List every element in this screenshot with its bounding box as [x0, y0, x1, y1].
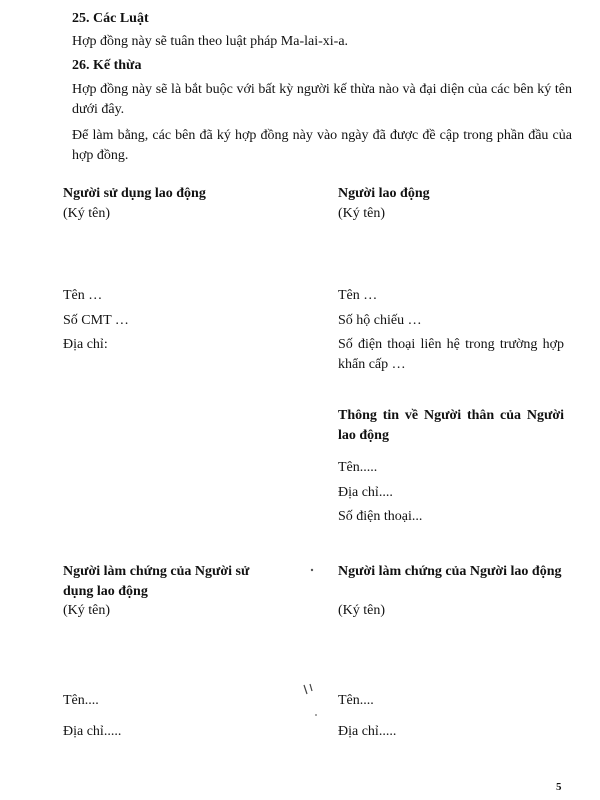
worker-witness-address-field: Địa chỉ..... [338, 724, 397, 739]
worker-title: Người lao động [338, 186, 430, 201]
relative-address-field: Địa chỉ.... [338, 485, 393, 500]
worker-name-field: Tên … [338, 288, 378, 303]
employer-witness-title: Người làm chứng của Người sử dụng lao động [63, 564, 250, 599]
relative-name-field: Tên..... [338, 460, 378, 475]
employer-name-field: Tên … [63, 288, 103, 303]
employer-id-field: Số CMT … [63, 313, 129, 328]
worker-witness-sign-label: (Ký tên) [338, 603, 386, 618]
employer-witness-name-field: Tên.... [63, 693, 99, 708]
page-number: 5 [556, 781, 562, 793]
worker-witness-name-field: Tên.... [338, 693, 374, 708]
worker-emergency-phone-field: Số điện thoại liên hệ trong trường hợp khẩn cấp … [338, 337, 564, 372]
employer-witness-address-field: Địa chỉ..... [63, 724, 122, 739]
worker-sign-label: (Ký tên) [338, 206, 386, 221]
relative-info-title: Thông tin về Người thân của Người lao động [338, 408, 564, 443]
section-26-heading: 26. Kế thừa [72, 58, 142, 73]
scan-marks [300, 560, 330, 730]
worker-passport-field: Số hộ chiếu … [338, 313, 422, 328]
relative-phone-field: Số điện thoại... [338, 509, 423, 524]
employer-witness-sign-label: (Ký tên) [63, 603, 111, 618]
employer-sign-label: (Ký tên) [63, 206, 111, 221]
section-25-text: Hợp đồng này sẽ tuân theo luật pháp Ma-lai-xi-a. [72, 34, 349, 49]
section-26-text-1: Hợp đồng này sẽ là bắt buộc với bất kỳ người kế thừa nào và đại diện của các bên ký tên dưới đây. [72, 82, 572, 117]
employer-title: Người sử dụng lao động [63, 186, 206, 201]
section-25-heading: 25. Các Luật [72, 11, 149, 26]
section-26-text-2: Để làm bằng, các bên đã ký hợp đồng này vào ngày đã được đề cập trong phần đầu của hợp đồng. [72, 128, 572, 163]
worker-witness-title: Người làm chứng của Người lao động [338, 564, 562, 579]
employer-address-field: Địa chỉ: [63, 337, 108, 352]
